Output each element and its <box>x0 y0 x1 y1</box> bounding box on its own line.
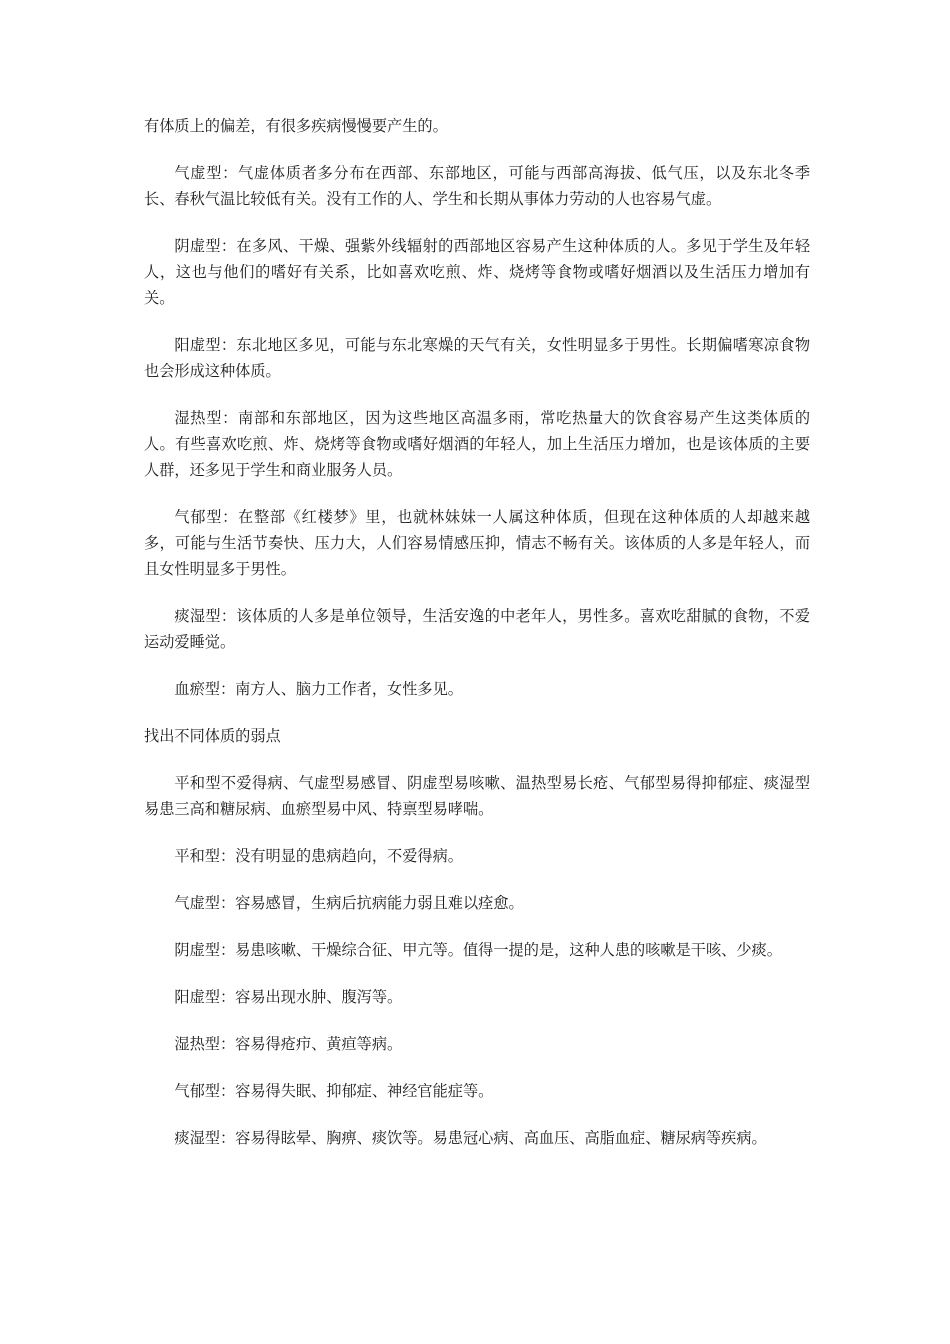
paragraph-qiyu-weakness: 气郁型：容易得失眠、抑郁症、神经官能症等。 <box>174 1082 494 1100</box>
paragraph-yinxu-weakness: 阴虚型：易患咳嗽、干燥综合征、甲亢等。值得一提的是，这种人患的咳嗽是干咳、少痰。 <box>174 941 782 959</box>
paragraph-shire: 湿热型：南部和东部地区，因为这些地区高温多雨，常吃热量大的饮食容易产生这类体质的人。有些喜欢吃煎、炸、烧烤等食物或嗜好烟酒的年轻人，加上生活压力增加，也是该体质的主要人群，还多见于学生和商业服务人员。 <box>144 409 810 479</box>
paragraph-yinxu: 阴虚型：在多风、干燥、强紫外线辐射的西部地区容易产生这种体质的人。多见于学生及年轻人，这也与他们的嗜好有关系，比如喜欢吃煎、炸、烧烤等食物或嗜好烟酒以及生活压力增加有关。 <box>144 237 810 307</box>
paragraph-shire-weakness: 湿热型：容易得疮疖、黄疸等病。 <box>174 1035 403 1053</box>
section-heading: 找出不同体质的弱点 <box>144 727 281 745</box>
paragraph-xueyu: 血瘀型：南方人、脑力工作者，女性多见。 <box>174 680 463 698</box>
document-body <box>144 113 810 1172</box>
paragraph-qixu-weakness: 气虚型：容易感冒，生病后抗病能力弱且难以痊愈。 <box>174 894 524 912</box>
paragraph-tanshi-weakness: 痰湿型：容易得眩晕、胸痹、痰饮等。易患冠心病、高血压、高脂血症、糖尿病等疾病。 <box>174 1129 767 1147</box>
paragraph-weakness-summary: 平和型不爱得病、气虚型易感冒、阴虚型易咳嗽、温热型易长疮、气郁型易得抑郁症、痰湿型易患三高和糖尿病、血瘀型易中风、特禀型易哮喘。 <box>144 774 810 818</box>
paragraph-pinghe-weakness: 平和型：没有明显的患病趋向，不爱得病。 <box>174 847 463 865</box>
paragraph-intro: 有体质上的偏差，有很多疾病慢慢要产生的。 <box>144 117 448 135</box>
paragraph-yangxu-weakness: 阳虚型：容易出现水肿、腹泻等。 <box>174 988 403 1006</box>
paragraph-qixu: 气虚型：气虚体质者多分布在西部、东部地区，可能与西部高海拔、低气压，以及东北冬季长、春秋气温比较低有关。没有工作的人、学生和长期从事体力劳动的人也容易气虚。 <box>144 164 810 208</box>
paragraph-qiyu: 气郁型：在整部《红楼梦》里，也就林妹妹一人属这种体质，但现在这种体质的人却越来越多，可能与生活节奏快、压力大，人们容易情感压抑，情志不畅有关。该体质的人多是年轻人，而且女性明显多于男性。 <box>144 508 810 578</box>
paragraph-yangxu: 阳虚型：东北地区多见，可能与东北寒燥的天气有关，女性明显多于男性。长期偏嗜寒凉食物也会形成这种体质。 <box>144 336 810 380</box>
paragraph-tanshi: 痰湿型：该体质的人多是单位领导，生活安逸的中老年人，男性多。喜欢吃甜腻的食物，不爱运动爱睡觉。 <box>144 607 810 651</box>
